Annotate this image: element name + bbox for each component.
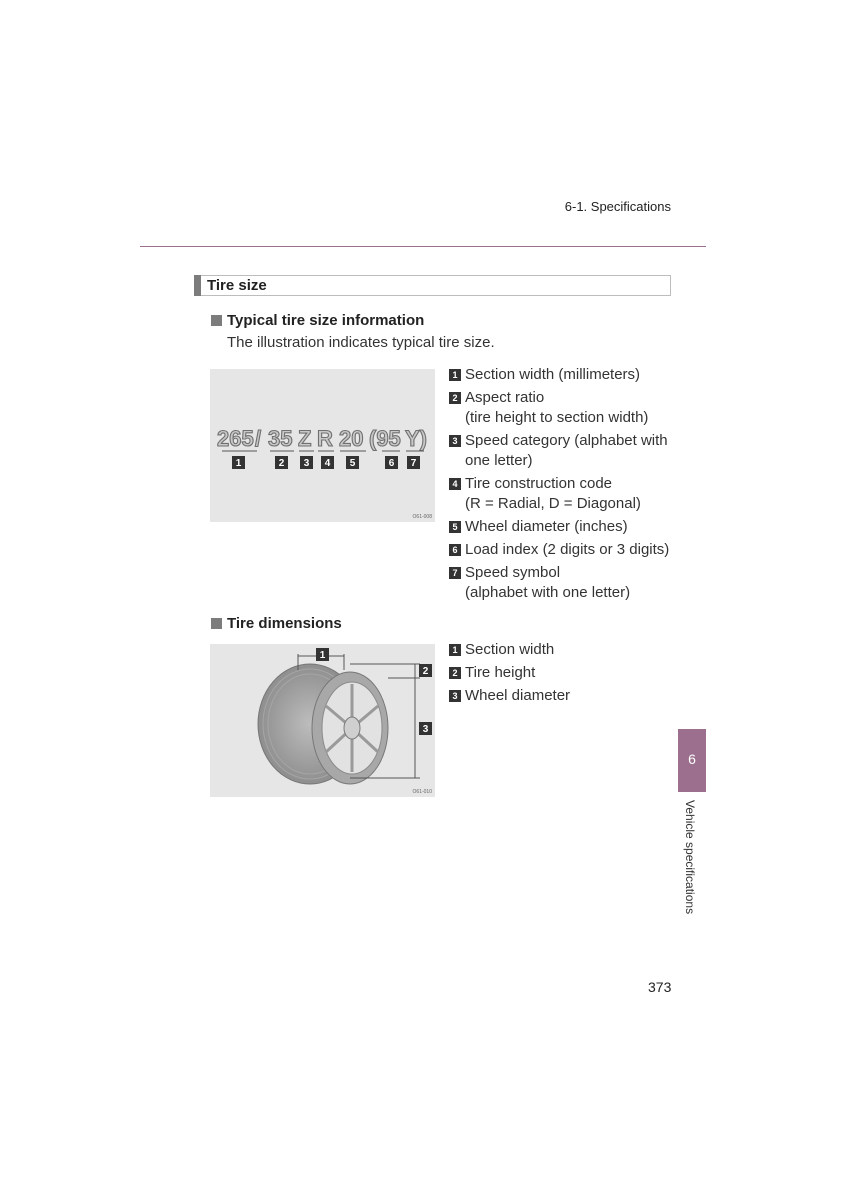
code-part: 20: [339, 426, 364, 451]
figure-marker: 3: [422, 724, 429, 735]
number-badge-icon: 6: [449, 544, 461, 556]
number-badge-icon: 2: [449, 392, 461, 404]
running-header: 6-1. Specifications: [564, 199, 671, 214]
figure-ref: O61-008: [412, 514, 432, 520]
legend-item: [449, 663, 570, 683]
figure-marker: 2: [422, 666, 429, 677]
header-rule: [140, 246, 706, 247]
legend-text: Tire construction code: [465, 475, 613, 492]
legend-text: (alphabet with one letter): [465, 584, 631, 601]
legend-item: [449, 474, 669, 514]
code-part: R: [317, 426, 333, 451]
square-bullet-icon: [211, 618, 222, 629]
chapter-label: Vehicle specifications: [683, 800, 697, 915]
typical-intro: The illustration indicates typical tire size.: [227, 334, 495, 351]
legend-item: [449, 431, 669, 471]
code-part: Y): [405, 426, 427, 451]
code-part: 265: [217, 426, 254, 451]
chapter-tab: [678, 729, 706, 792]
legend-text: Speed symbol: [465, 564, 561, 581]
number-badge-icon: 1: [449, 644, 461, 656]
chapter-number: 6: [688, 751, 696, 767]
tire-dimensions-figure: [210, 644, 435, 797]
legend-text: Section width: [465, 641, 555, 658]
page-number: 373: [648, 979, 672, 995]
figure-marker: 1: [235, 458, 242, 469]
figure-marker: 7: [410, 458, 417, 469]
legend-text: Load index (2 digits or 3 digits): [465, 541, 670, 558]
figure-marker: 3: [303, 458, 310, 469]
code-part: Z: [298, 426, 312, 451]
figure-marker: 6: [388, 458, 395, 469]
legend-item: [449, 517, 669, 537]
legend-text: Wheel diameter (inches): [465, 518, 628, 535]
tire-dimensions-illustration: [210, 644, 435, 797]
tire-code-figure: [210, 369, 435, 522]
number-badge-icon: 4: [449, 478, 461, 490]
number-badge-icon: 3: [449, 690, 461, 702]
legend-text: Speed category (alphabet with: [465, 432, 668, 449]
legend-text: one letter): [465, 452, 533, 469]
number-badge-icon: 1: [449, 369, 461, 381]
legend-item: [449, 365, 669, 385]
legend-item: [449, 686, 570, 706]
number-badge-icon: 7: [449, 567, 461, 579]
figure-marker: 1: [319, 650, 326, 661]
legend-text: Section width (millimeters): [465, 366, 641, 383]
typical-heading: [211, 312, 424, 329]
figure-marker: 5: [349, 458, 356, 469]
code-part: (95: [369, 426, 401, 451]
legend-item: [449, 563, 669, 603]
code-part: /: [255, 426, 262, 451]
typical-legend: [449, 365, 669, 603]
number-badge-icon: 2: [449, 667, 461, 679]
legend-text: (tire height to section width): [465, 409, 649, 426]
legend-text: Wheel diameter: [465, 687, 571, 704]
legend-text: Aspect ratio: [465, 389, 545, 406]
figure-marker: 2: [278, 458, 285, 469]
typical-heading-text: Typical tire size information: [227, 312, 425, 329]
section-marker: [194, 275, 201, 296]
dimensions-legend: [449, 640, 570, 706]
figure-ref: O61-010: [412, 789, 432, 795]
legend-item: [449, 388, 669, 428]
dimensions-heading: [211, 615, 342, 632]
section-title: Tire size: [207, 277, 267, 294]
legend-text: Tire height: [465, 664, 536, 681]
number-badge-icon: 3: [449, 435, 461, 447]
dimensions-heading-text: Tire dimensions: [227, 615, 342, 632]
figure-marker: 4: [324, 458, 331, 469]
legend-item: [449, 540, 669, 560]
square-bullet-icon: [211, 315, 222, 326]
section-title-bar: [194, 275, 671, 296]
legend-text: (R = Radial, D = Diagonal): [465, 495, 641, 512]
code-part: 35: [268, 426, 293, 451]
tire-code-illustration: [210, 369, 435, 522]
number-badge-icon: 5: [449, 521, 461, 533]
legend-item: [449, 640, 570, 660]
